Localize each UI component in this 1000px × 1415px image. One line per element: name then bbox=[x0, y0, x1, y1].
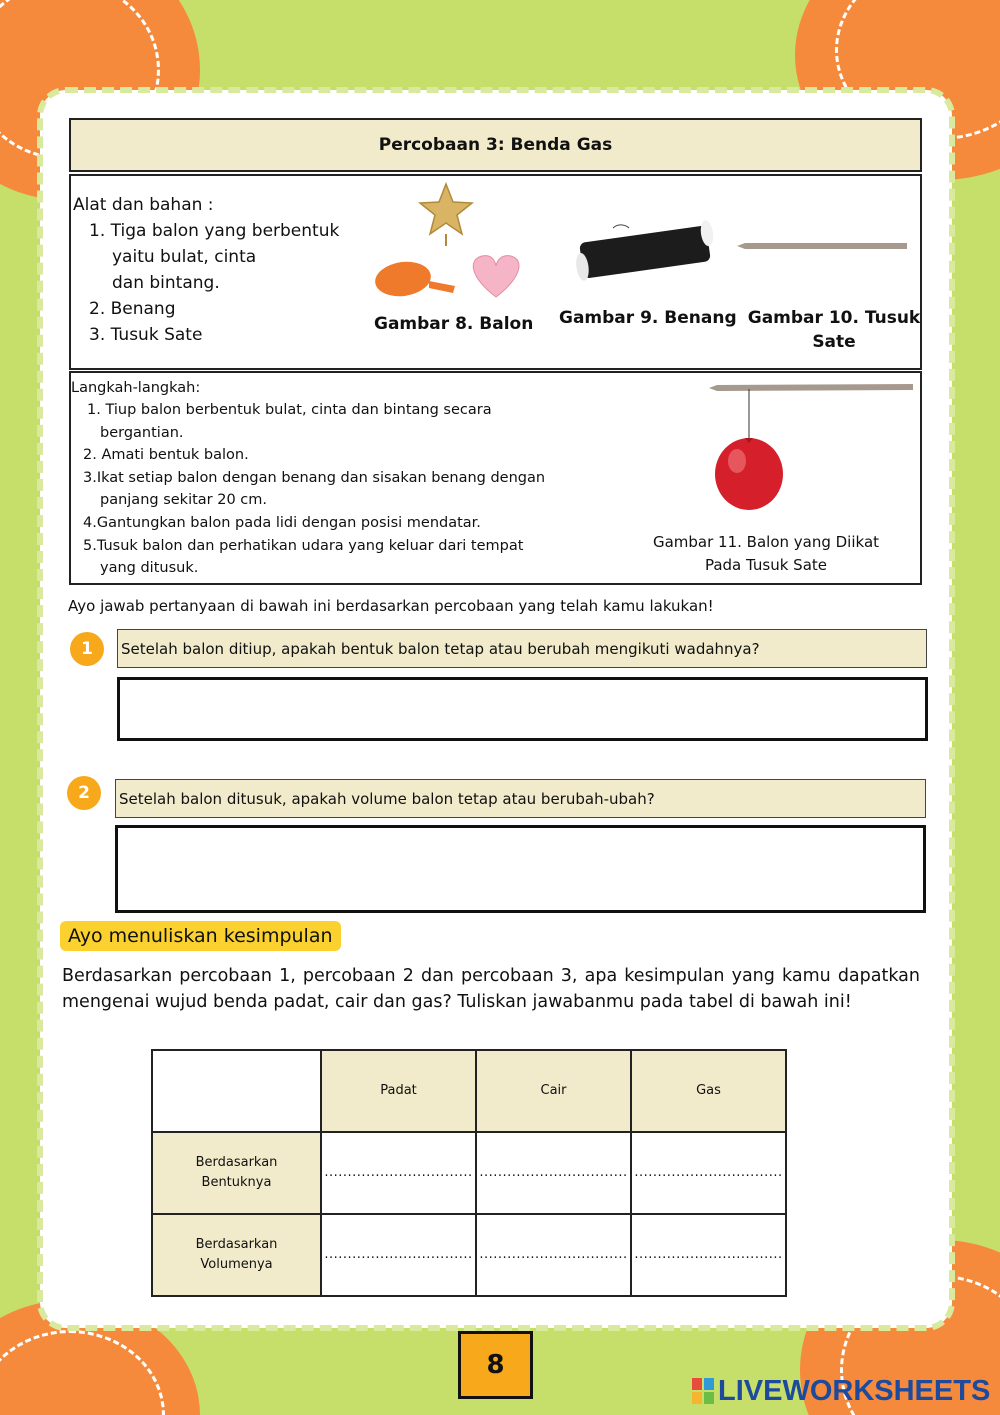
question-1-number: 1 bbox=[70, 632, 104, 666]
cell-volume-padat[interactable] bbox=[321, 1214, 476, 1296]
liveworksheets-logo-icon bbox=[692, 1378, 714, 1404]
table-row bbox=[152, 1132, 786, 1214]
row-header-bentuk-line2: Bentuknya bbox=[201, 1175, 272, 1190]
caption-balloon: Gambar 8. Balon bbox=[374, 314, 534, 334]
tools-heading: Alat dan bahan : bbox=[73, 195, 214, 215]
table-corner-cell bbox=[152, 1050, 321, 1132]
row-header-volume-line2: Volumenya bbox=[200, 1257, 273, 1272]
blank-line: ................................ bbox=[634, 1165, 783, 1180]
blank-line: ................................ bbox=[479, 1247, 628, 1262]
blank-line: ................................ bbox=[324, 1165, 473, 1180]
cell-bentuk-gas[interactable] bbox=[631, 1132, 786, 1214]
caption-hanging-line1: Gambar 11. Balon yang Diikat bbox=[652, 533, 880, 551]
caption-hanging bbox=[631, 531, 901, 577]
page-number: 8 bbox=[458, 1331, 533, 1399]
tools-item-1-cont: yaitu bulat, cinta bbox=[112, 247, 257, 267]
tools-item-2: 2. Benang bbox=[89, 299, 176, 319]
step-2: 2. Amati bentuk balon. bbox=[83, 447, 249, 464]
cell-volume-gas[interactable] bbox=[631, 1214, 786, 1296]
instruction-text: Ayo jawab pertanyaan di bawah ini berdasarkan percobaan yang telah kamu lakukan! bbox=[68, 597, 714, 615]
blank-line: ................................ bbox=[324, 1247, 473, 1262]
liveworksheets-wordmark: LIVEWORKSHEETS bbox=[718, 1374, 991, 1407]
row-header-bentuk bbox=[152, 1132, 321, 1214]
column-header-gas: Gas bbox=[631, 1050, 786, 1132]
steps-heading: Langkah-langkah: bbox=[71, 380, 201, 396]
caption-skewer-line1: Gambar 10. Tusuk bbox=[747, 308, 921, 328]
caption-skewer bbox=[746, 306, 922, 354]
conclusion-paragraph: Berdasarkan percobaan 1, percobaan 2 dan percobaan 3, apa kesimpulan yang kamu dapatkan mengenai wujud benda padat, cair dan gas? Tuliskan jawabanmu pada tabel di bawah ini! bbox=[62, 966, 920, 1012]
blank-line: ................................ bbox=[634, 1247, 783, 1262]
tools-item-1: 1. Tiga balon yang berbentuk bbox=[89, 221, 340, 241]
steps-list bbox=[83, 399, 621, 580]
thread-spool-image bbox=[571, 220, 721, 284]
experiment-title: Percobaan 3: Benda Gas bbox=[69, 118, 922, 172]
row-header-volume-line1: Berdasarkan bbox=[195, 1237, 278, 1252]
step-5-cont: yang ditusuk. bbox=[100, 560, 199, 577]
tools-box bbox=[69, 174, 922, 370]
column-header-padat: Padat bbox=[321, 1050, 476, 1132]
tools-item-3: 3. Tusuk Sate bbox=[89, 325, 203, 345]
hanging-balloon-image bbox=[707, 381, 917, 521]
cell-volume-cair[interactable] bbox=[476, 1214, 631, 1296]
tools-item-1-cont2: dan bintang. bbox=[112, 273, 220, 293]
step-3: 3.Ikat setiap balon dengan benang dan sisakan benang dengan bbox=[83, 469, 546, 486]
answer-1-box[interactable] bbox=[117, 677, 928, 741]
step-1-cont: bergantian. bbox=[100, 424, 184, 441]
caption-thread: Gambar 9. Benang bbox=[559, 308, 737, 328]
row-header-volume bbox=[152, 1214, 321, 1296]
question-2-text: Setelah balon ditusuk, apakah volume balon tetap atau berubah-ubah? bbox=[115, 779, 926, 818]
row-header-bentuk-line1: Berdasarkan bbox=[195, 1155, 278, 1170]
caption-hanging-line2: Pada Tusuk Sate bbox=[704, 556, 828, 574]
step-4: 4.Gantungkan balon pada lidi dengan posisi mendatar. bbox=[83, 514, 481, 531]
steps-box bbox=[69, 371, 922, 585]
question-1-text: Setelah balon ditiup, apakah bentuk balon tetap atau berubah mengikuti wadahnya? bbox=[117, 629, 927, 668]
step-3-cont: panjang sekitar 20 cm. bbox=[100, 492, 268, 509]
conclusion-tag: Ayo menuliskan kesimpulan bbox=[60, 921, 341, 951]
cell-bentuk-cair[interactable] bbox=[476, 1132, 631, 1214]
liveworksheets-logo bbox=[692, 1374, 990, 1408]
skewer-image bbox=[735, 240, 911, 252]
step-5: 5.Tusuk balon dan perhatikan udara yang keluar dari tempat bbox=[83, 537, 524, 554]
table-row bbox=[152, 1214, 786, 1296]
balloons-image bbox=[371, 180, 531, 306]
answer-2-box[interactable] bbox=[115, 825, 926, 913]
question-2-number: 2 bbox=[67, 776, 101, 810]
column-header-cair: Cair bbox=[476, 1050, 631, 1132]
conclusion-table bbox=[151, 1049, 787, 1297]
cell-bentuk-padat[interactable] bbox=[321, 1132, 476, 1214]
blank-line: ................................ bbox=[479, 1165, 628, 1180]
caption-skewer-line2: Sate bbox=[812, 332, 856, 352]
step-1: 1. Tiup balon berbentuk bulat, cinta dan bintang secara bbox=[87, 402, 492, 418]
